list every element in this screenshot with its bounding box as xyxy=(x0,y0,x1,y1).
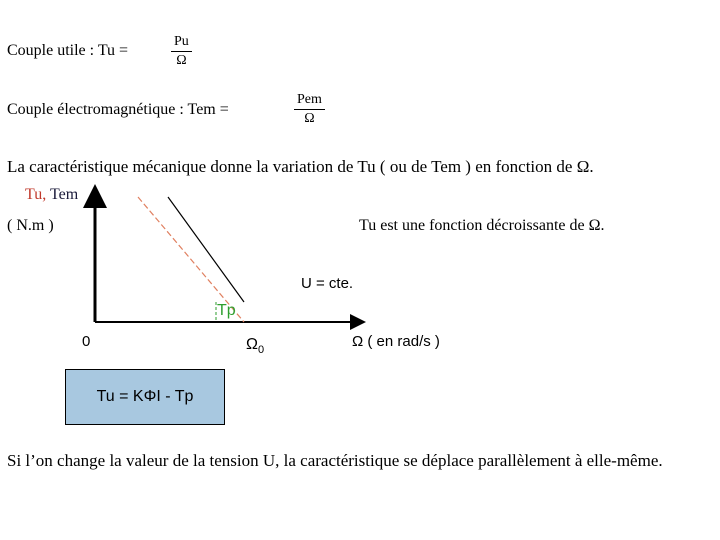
formula-box xyxy=(65,369,225,425)
y-axis-label xyxy=(25,186,78,204)
couple-em-label: Couple électromagnétique : Tem = xyxy=(7,101,229,118)
footer-text: Si l’on change la valeur de la tension U, la caractéristique se déplace parallèlement à elle-même. xyxy=(7,451,663,470)
y-label-tem: Tem xyxy=(49,186,79,203)
tp-label: Tp xyxy=(217,302,236,319)
formula-text: Tu = KΦI - Tp xyxy=(96,388,194,405)
fraction-numerator: Pu xyxy=(174,34,189,49)
voltage-constant-note: U = cte. xyxy=(301,275,354,292)
couple-utile-label: Couple utile : Tu = xyxy=(7,42,129,59)
y-axis-unit: ( N.m ) xyxy=(7,217,54,234)
fraction-numerator: Pem xyxy=(297,92,322,107)
decreasing-note: Tu est une fonction décroissante de Ω. xyxy=(359,217,605,234)
tu-characteristic-line xyxy=(168,197,244,302)
caracteristique-text: La caractéristique mécanique donne la variation de Tu ( ou de Tem ) en fonction de Ω. xyxy=(7,157,594,176)
omega0-label xyxy=(246,336,264,356)
omega0-symbol: Ω xyxy=(246,336,258,353)
origin-label: 0 xyxy=(82,333,91,350)
y-label-tu: Tu, xyxy=(25,186,47,203)
fraction-denominator: Ω xyxy=(304,111,315,126)
fraction-denominator: Ω xyxy=(176,53,187,68)
omega0-subscript: 0 xyxy=(257,344,265,357)
x-axis-label: Ω ( en rad/s ) xyxy=(352,333,440,350)
